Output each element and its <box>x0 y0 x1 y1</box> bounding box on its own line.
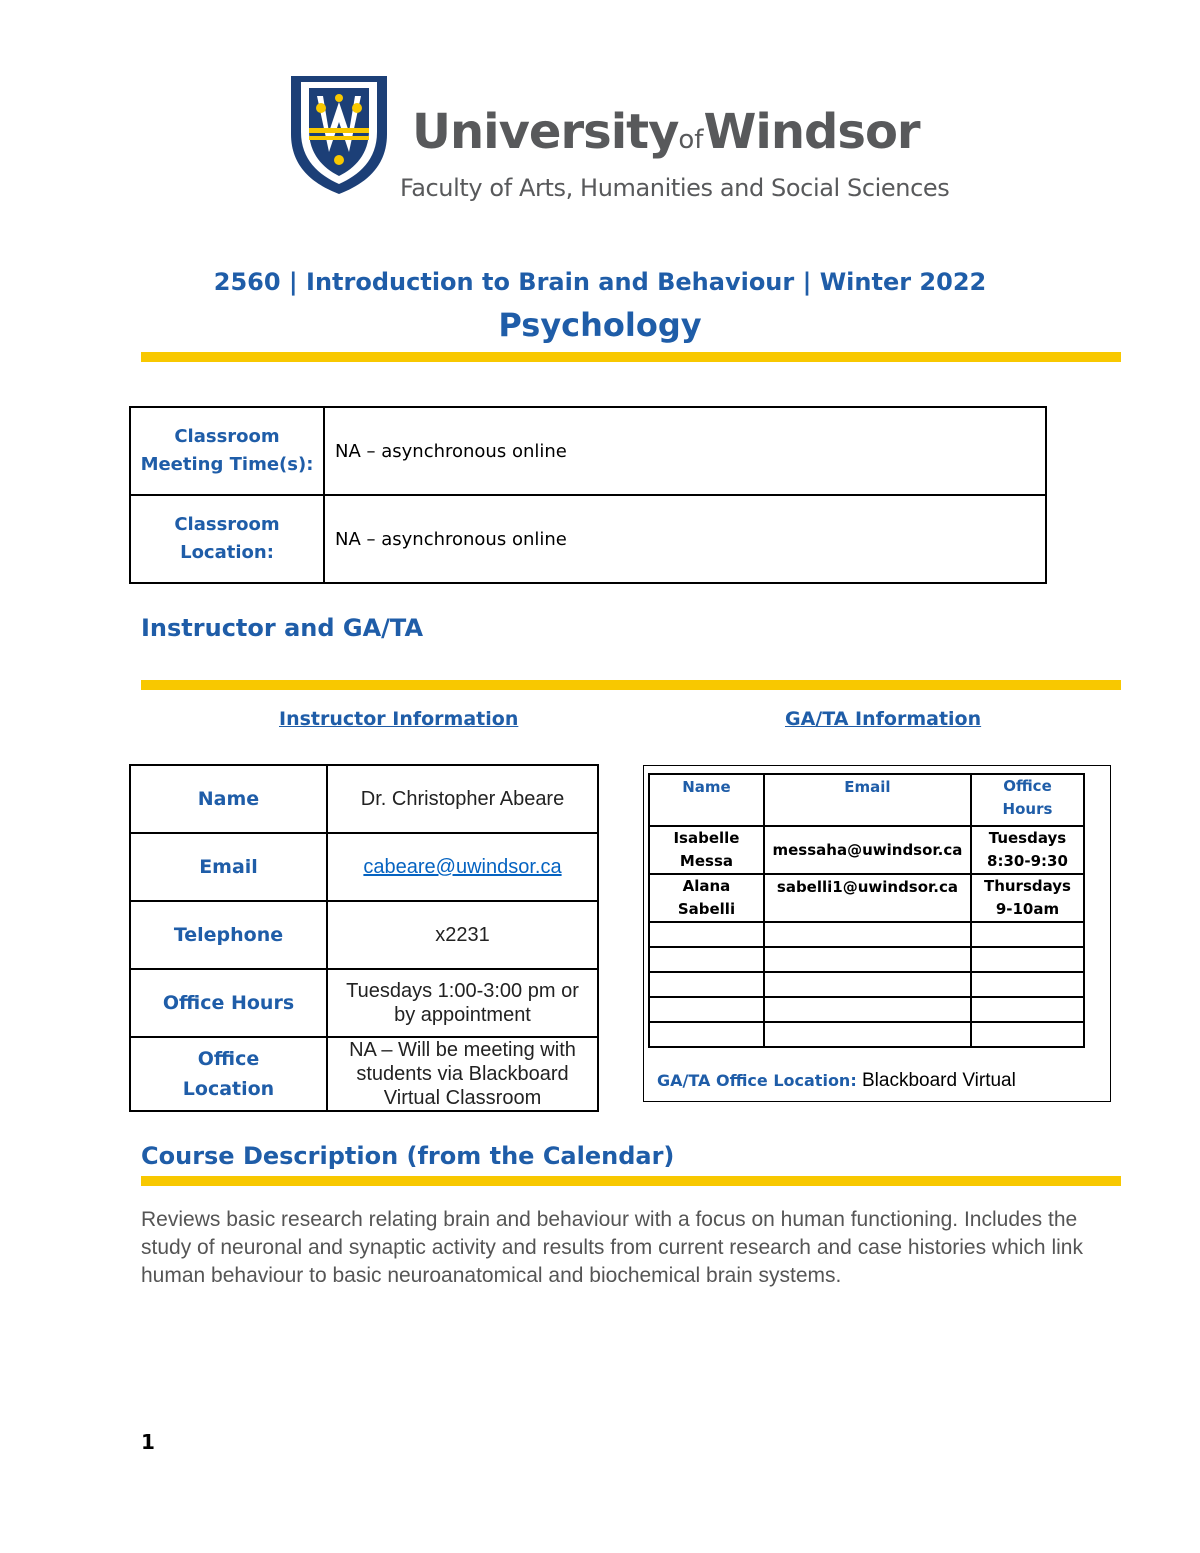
page-number: 1 <box>141 1430 155 1454</box>
table-row <box>130 969 598 1037</box>
name-value: Dr. Christopher Abeare <box>327 765 598 833</box>
ta-hours: Thursdays 9-10am <box>971 874 1084 922</box>
section-title-description: Course Description (from the Calendar) <box>141 1142 675 1170</box>
ta-name: Alana Sabelli <box>649 874 764 922</box>
ta-info-heading: GA/TA Information <box>785 708 982 730</box>
table-row <box>130 407 1046 495</box>
ta-col-name: Name <box>649 774 764 826</box>
table-row <box>649 997 1084 1022</box>
ta-email: messaha@uwindsor.ca <box>764 826 971 874</box>
table-row <box>130 901 598 969</box>
office-location-label: Office Location <box>130 1037 327 1111</box>
email-label: Email <box>130 833 327 901</box>
office-hours-value: Tuesdays 1:00-3:00 pm or by appointment <box>327 969 598 1037</box>
ta-office-location-value: Blackboard Virtual <box>862 1070 1016 1091</box>
table-row <box>130 495 1046 583</box>
table-row <box>130 833 598 901</box>
ta-col-hours: Office Hours <box>971 774 1084 826</box>
telephone-label: Telephone <box>130 901 327 969</box>
location-label: Classroom Location: <box>130 495 324 583</box>
university-crest-logo <box>287 72 391 196</box>
ta-office-location <box>657 1070 1016 1092</box>
table-row <box>130 765 598 833</box>
section-title-instructors: Instructor and GA/TA <box>141 614 424 642</box>
meeting-time-label: Classroom Meeting Time(s): <box>130 407 324 495</box>
divider-bar <box>141 680 1121 690</box>
divider-bar <box>141 1176 1121 1186</box>
table-row <box>649 1022 1084 1047</box>
ta-email: sabelli1@uwindsor.ca <box>764 874 971 922</box>
university-name: UniversityofWindsor <box>412 104 920 160</box>
office-location-value: NA – Will be meeting with students via Blackboard Virtual Classroom <box>327 1037 598 1111</box>
telephone-value: x2231 <box>327 901 598 969</box>
ta-office-location-label: GA/TA Office Location: <box>657 1071 857 1090</box>
name-label: Name <box>130 765 327 833</box>
table-row <box>130 1037 598 1111</box>
classroom-table <box>129 406 1047 584</box>
table-row <box>649 874 1084 922</box>
course-title: 2560 | Introduction to Brain and Behaviour | Winter 2022 <box>213 268 987 296</box>
table-row <box>649 826 1084 874</box>
instructor-table <box>129 764 599 1112</box>
meeting-time-value: NA – asynchronous online <box>324 407 1046 495</box>
table-row <box>649 972 1084 997</box>
table-row <box>649 947 1084 972</box>
faculty-name: Faculty of Arts, Humanities and Social Sciences <box>400 174 950 202</box>
table-row <box>649 922 1084 947</box>
ta-name: Isabelle Messa <box>649 826 764 874</box>
ta-table <box>648 773 1085 1048</box>
divider-bar <box>141 352 1121 362</box>
department-title: Psychology <box>498 306 702 344</box>
table-header-row <box>649 774 1084 826</box>
instructor-email-link[interactable]: cabeare@uwindsor.ca <box>363 856 562 878</box>
location-value: NA – asynchronous online <box>324 495 1046 583</box>
ta-hours: Tuesdays 8:30-9:30 <box>971 826 1084 874</box>
course-description-text: Reviews basic research relating brain and behaviour with a focus on human functioning. Includes the study of neuronal and synaptic activity and results from current research and case histories which link human behaviour to basic neuroanatomical and biochemical brain systems. <box>141 1208 1083 1287</box>
instructor-info-heading: Instructor Information <box>279 708 519 730</box>
office-hours-label: Office Hours <box>130 969 327 1037</box>
ta-col-email: Email <box>764 774 971 826</box>
